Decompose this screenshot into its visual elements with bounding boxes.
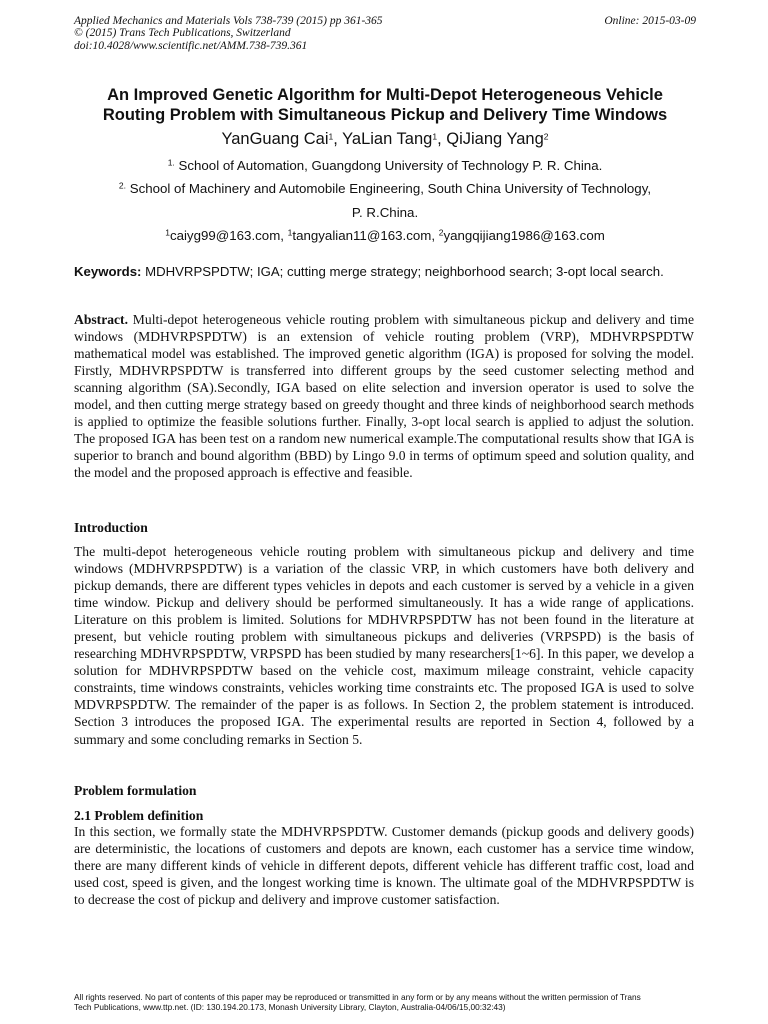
email-marker: 1 <box>165 227 170 238</box>
copyright-line: © (2015) Trans Tech Publications, Switzerland <box>74 27 291 40</box>
author-name: YaLian Tang <box>342 130 433 148</box>
affiliation-marker: 1. <box>167 157 175 168</box>
introduction-heading: Introduction <box>74 520 148 535</box>
email-marker: 2 <box>438 227 444 238</box>
affiliation-2-continued: P. R.China. <box>351 205 419 220</box>
author-name: YanGuang Cai <box>221 130 329 148</box>
problem-definition-subheading: 2.1 Problem definition <box>74 808 204 823</box>
author-affiliation-marker: 1 <box>432 131 438 142</box>
affiliation-1 <box>40 158 730 174</box>
author-affiliation-marker: 1 <box>328 131 334 142</box>
doi-line: doi:10.4028/www.scientific.net/AMM.738-739.361 <box>74 39 308 52</box>
copyright-footer <box>74 993 714 1012</box>
affiliation-text: School of Automation, Guangdong University of Technology P. R. China. <box>174 158 603 173</box>
affiliation-marker: 2. <box>118 180 127 191</box>
author-list <box>40 128 730 150</box>
affiliation-2 <box>40 181 730 197</box>
author-name: QiJiang Yang <box>446 130 544 148</box>
author-affiliation-marker: 2 <box>543 131 549 142</box>
keywords-text: MDHVRPSPDTW; IGA; cutting merge strategy; neighborhood search; 3-opt local search. <box>141 264 664 279</box>
keywords <box>74 264 694 280</box>
abstract <box>74 311 694 481</box>
footer-line-2: Tech Publications, www.ttp.net. (ID: 130.194.20.173, Monash University Library, Clayton, Australia-04/06/15,00:32:43) <box>74 1001 506 1012</box>
email-address: yangqijiang1986@163.com <box>443 228 605 243</box>
footer-line-1: All rights reserved. No part of contents of this paper may be reproduced or transmitted in any form or by any means without the written permission of Trans <box>74 992 641 1002</box>
affiliation-text: School of Machinery and Automobile Engineering, South China University of Technology, <box>126 181 652 196</box>
abstract-label: Abstract. <box>74 312 128 327</box>
title-line-1: An Improved Genetic Algorithm for Multi-Depot Heterogeneous Vehicle <box>107 86 663 104</box>
keywords-label: Keywords: <box>74 264 142 279</box>
author-emails <box>40 228 730 244</box>
email-address: caiyg99@163.com, <box>169 228 288 243</box>
introduction-text: The multi-depot heterogeneous vehicle routing problem with simultaneous pickup and delivery and time windows (MDHVRPSPDTW) is a variation of the classic VRP, in which customers have both delivery and pickup demands, there are different types vehicles in depots and each customer is served by a vehicle in a given time window. Pickup and delivery should be performed simultaneously. It has a wide range of applications. Literature on this problem is limited. Solutions for MDHVRPSPDTW has not been found in the literature at present, but vehicle routing problem with simultaneous pickups and deliveries (VRPSPD) is the basis of researching MDHVRPSPDTW, VRPSPD has been studied by many researchers[1~6]. In this paper, we develop a solution for MDHVRPSPDTW based on the vehicle cost, maximum mileage constraint, vehicle capacity constraints, time windows constraints, vehicles working time constraints etc. The proposed IGA is used to solve MDVRPSPDTW. The remainder of the paper is as follows. In Section 2, the problem statement is introduced. Section 3 introduces the proposed IGA. The experimental results are reported in Section 4, followed by a summary and some concluding remarks in Section 5. <box>74 544 694 747</box>
email-address: tangyalian11@163.com, <box>292 228 439 243</box>
online-date: Online: 2015-03-09 <box>604 15 696 27</box>
email-marker: 1 <box>287 227 293 238</box>
page-header <box>74 15 696 52</box>
abstract-text: Multi-depot heterogeneous vehicle routing problem with simultaneous pickup and delivery and time windows (MDHVRPSPDTW) is an extension of vehicle routing problem (VRP), MDHVRPSPDTW mathematical model was established. The improved genetic algorithm (IGA) is proposed for solving the model. Firstly, MDHVRPSPDTW is transferred into different groups by the seed customer selecting method and scanning algorithm (SA).Secondly, IGA based on elite selection and inversion operator is used to solve the model, and then cutting merge strategy based on greedy thought and three kinds of neighborhood search methods is applied to optimize the feasible solutions further. Finally, 3-opt local search is applied to adjust the solution. The proposed IGA has been test on a random new numerical example.The computational results show that IGA is superior to branch and bound algorithm (BBD) by Lingo 9.0 in terms of optimum speed and solution quality, and the model and the proposed approach is effective and feasible. <box>74 312 694 481</box>
problem-definition-text: In this section, we formally state the MDHVRPSPDTW. Customer demands (pickup goods and delivery goods) are deterministic, the locations of customers and depots are known, each customer has a service time window, there are many different kinds of vehicle in different depots, different vehicle has different traffic cost, load and used cost, speed is given, and the longest working time is known. The ultimate goal of the MDHVRPSPDTW is to decrease the cost of pickup and delivery and improve customer satisfaction. <box>74 824 694 908</box>
title-line-2: Routing Problem with Simultaneous Pickup and Delivery Time Windows <box>102 105 668 124</box>
problem-formulation-heading: Problem formulation <box>74 783 197 798</box>
author-separator: , <box>437 130 447 148</box>
journal-citation: Applied Mechanics and Materials Vols 738-739 (2015) pp 361-365 <box>74 15 383 27</box>
author-separator: , <box>333 130 343 148</box>
paper-title <box>40 86 730 125</box>
